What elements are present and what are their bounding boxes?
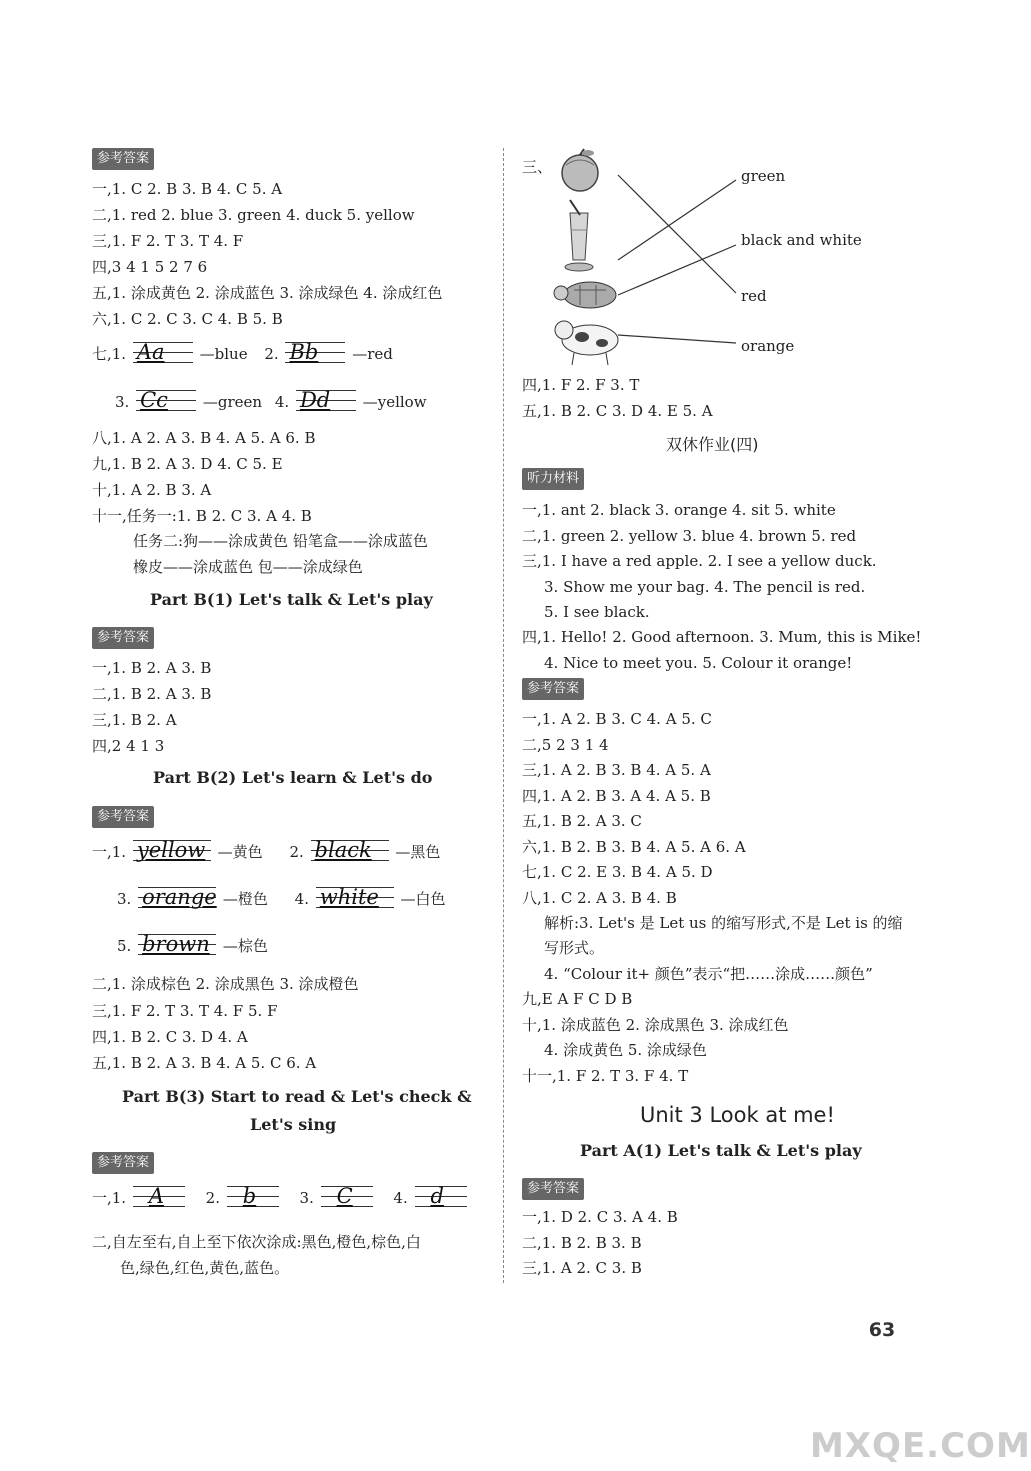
answer-line: 任务二:狗——涂成黄色 铅笔盒——涂成蓝色 <box>133 532 428 550</box>
handwriting-box <box>415 1184 467 1214</box>
answer-line: 五,1. B 2. A 3. B 4. A 5. C 6. A <box>92 1054 317 1072</box>
answer-line: 一,1. ant 2. black 3. orange 4. sit 5. white <box>522 501 836 519</box>
answer-line: 三,1. A 2. B 3. B 4. A 5. A <box>522 761 711 779</box>
item-number: 4. <box>294 890 309 908</box>
answer-line: 四,1. B 2. C 3. D 4. A <box>92 1028 248 1046</box>
item-number: 2. <box>205 1189 220 1207</box>
explanation-line: 写形式。 <box>544 939 605 957</box>
handwriting-box <box>133 1184 185 1214</box>
answer-line: 五,1. 涂成黄色 2. 涂成蓝色 3. 涂成绿色 4. 涂成红色 <box>92 284 443 302</box>
answer-line: 八,1. A 2. A 3. B 4. A 5. A 6. B <box>92 429 316 447</box>
juice-icon <box>565 200 593 271</box>
match-label: green <box>741 167 786 185</box>
answer-line: 八,1. C 2. A 3. B 4. B <box>522 889 677 907</box>
item-number: 三、 <box>522 158 553 176</box>
answer-line: 三,1. F 2. T 3. T 4. F <box>92 232 244 250</box>
match-line <box>618 335 736 343</box>
section-heading: Part B(3) Start to read & Let's check & <box>122 1087 472 1106</box>
answer-line: 四,1. Hello! 2. Good afternoon. 3. Mum, this is Mike! <box>522 628 922 646</box>
handwriting-box <box>227 1184 279 1214</box>
answer-tag: 参考答案 <box>92 1152 154 1174</box>
explanation-line: 解析:3. Let's 是 Let us 的缩写形式,不是 Let is 的缩 <box>544 914 903 932</box>
answer-line: 六,1. C 2. C 3. C 4. B 5. B <box>92 310 283 328</box>
answer-line: 九,E A F C D B <box>522 990 633 1008</box>
item-number: 2. <box>264 345 279 363</box>
answer-line: 六,1. B 2. B 3. B 4. A 5. A 6. A <box>522 838 746 856</box>
color-label: —red <box>352 345 393 363</box>
answer-line: 十,1. A 2. B 3. A <box>92 481 212 499</box>
answer-line: 一,1. C 2. B 3. B 4. C 5. A <box>92 180 283 198</box>
answer-line: 四,2 4 1 3 <box>92 737 165 755</box>
item-number: 4. <box>274 393 290 411</box>
handwriting-box <box>316 885 394 915</box>
page-number: 63 <box>868 1319 896 1341</box>
color-label: —橙色 <box>222 890 268 908</box>
item-number: 七,1. <box>92 345 127 363</box>
handwritten-word: Bb <box>289 340 319 364</box>
handwritten-letter: d <box>430 1184 444 1208</box>
handwriting-box <box>133 340 193 370</box>
handwriting-box <box>285 340 345 370</box>
match-label: black and white <box>741 231 862 249</box>
listening-tag: 听力材料 <box>522 468 584 490</box>
item-number: 4. <box>393 1189 408 1207</box>
answer-line: 5. I see black. <box>544 603 650 621</box>
answer-tag: 参考答案 <box>522 1178 584 1200</box>
answer-line: 二,自左至右,自上至下依次涂成:黑色,橙色,棕色,白 <box>92 1233 421 1251</box>
handwriting-box <box>138 885 216 915</box>
handwritten-word: yellow <box>136 838 206 862</box>
answer-line: 3. Show me your bag. 4. The pencil is red. <box>544 578 866 596</box>
section-heading: Part A(1) Let's talk & Let's play <box>580 1141 862 1160</box>
item-number: 3. <box>299 1189 314 1207</box>
handwriting-box <box>296 388 356 418</box>
answer-line: 三,1. B 2. A <box>92 711 177 729</box>
answer-line: 九,1. B 2. A 3. D 4. C 5. E <box>92 455 283 473</box>
answer-tag: 参考答案 <box>92 627 154 649</box>
answer-tag: 参考答案 <box>92 148 154 170</box>
color-label: —白色 <box>400 890 446 908</box>
section-heading: Let's sing <box>250 1115 337 1134</box>
answer-line: 4. Nice to meet you. 5. Colour it orange! <box>544 654 853 672</box>
explanation-line: 4. “Colour it+ 颜色”表示“把……涂成……颜色” <box>544 965 873 983</box>
answer-line: 十,1. 涂成蓝色 2. 涂成黑色 3. 涂成红色 <box>522 1016 789 1034</box>
answer-line: 一,1. D 2. C 3. A 4. B <box>522 1208 678 1226</box>
answer-line: 二,1. green 2. yellow 3. blue 4. brown 5. red <box>522 527 857 545</box>
handwriting-row <box>92 838 440 868</box>
answer-line: 一,1. B 2. A 3. B <box>92 659 212 677</box>
handwriting-box <box>136 388 196 418</box>
item-number: 2. <box>289 843 304 861</box>
cow-icon <box>555 321 618 365</box>
color-label: —yellow <box>362 393 427 411</box>
handwriting-row <box>115 388 427 418</box>
match-line <box>618 245 736 295</box>
handwriting-box <box>321 1184 373 1214</box>
color-label: —黑色 <box>395 843 441 861</box>
item-number: 3. <box>115 393 130 411</box>
handwritten-word: white <box>319 885 379 909</box>
handwritten-word: Cc <box>140 388 168 412</box>
handwritten-word: Dd <box>299 388 331 412</box>
color-label: —黄色 <box>217 843 263 861</box>
answer-line: 四,3 4 1 5 2 7 6 <box>92 258 208 276</box>
handwriting-box <box>311 838 389 868</box>
answer-line: 4. 涂成黄色 5. 涂成绿色 <box>544 1041 707 1059</box>
item-number: 5. <box>117 937 132 955</box>
handwritten-letter: A <box>148 1184 165 1208</box>
handwritten-word: black <box>314 838 372 862</box>
handwriting-row <box>117 885 446 915</box>
match-label: orange <box>741 337 795 355</box>
answer-line: 二,1. B 2. B 3. B <box>522 1234 642 1252</box>
handwriting-box <box>138 932 216 962</box>
section-heading: 双休作业(四) <box>666 435 759 454</box>
handwritten-word: orange <box>142 885 217 909</box>
answer-line: 七,1. C 2. E 3. B 4. A 5. D <box>522 863 713 881</box>
handwriting-box <box>133 838 211 868</box>
item-number: 一,1. <box>92 843 127 861</box>
answer-line: 四,1. F 2. F 3. T <box>522 376 640 394</box>
watermark-text: MXQE.COM <box>810 1426 1031 1466</box>
answer-line: 十一,1. F 2. T 3. F 4. T <box>522 1067 689 1085</box>
handwriting-row <box>92 340 393 370</box>
answer-line: 四,1. A 2. B 3. A 4. A 5. B <box>522 787 711 805</box>
answer-line: 二,1. 涂成棕色 2. 涂成黑色 3. 涂成橙色 <box>92 975 359 993</box>
section-heading: Part B(2) Let's learn & Let's do <box>153 768 433 787</box>
handwritten-letter: b <box>242 1184 257 1208</box>
answer-line: 二,1. B 2. A 3. B <box>92 685 212 703</box>
answer-line: 十一,任务一:1. B 2. C 3. A 4. B <box>92 507 312 525</box>
unit-title: Unit 3 Look at me! <box>640 1103 835 1127</box>
answer-line: 色,绿色,红色,黄色,蓝色。 <box>120 1259 290 1277</box>
item-number: 一,1. <box>92 1189 127 1207</box>
answer-line: 二,5 2 3 1 4 <box>522 736 609 754</box>
color-label: —棕色 <box>222 937 268 955</box>
answer-line: 三,1. I have a red apple. 2. I see a yellow duck. <box>522 552 877 570</box>
answer-line: 二,1. red 2. blue 3. green 4. duck 5. yellow <box>92 206 415 224</box>
apple-icon <box>562 149 598 191</box>
column-divider <box>503 148 504 1283</box>
match-label: red <box>741 287 767 305</box>
answer-line: 五,1. B 2. C 3. D 4. E 5. A <box>522 402 713 420</box>
answer-line: 五,1. B 2. A 3. C <box>522 812 642 830</box>
answer-line: 橡皮——涂成蓝色 包——涂成绿色 <box>133 558 363 576</box>
matching-diagram <box>548 145 848 375</box>
color-label: —green <box>202 393 263 411</box>
answer-line: 三,1. A 2. C 3. B <box>522 1259 642 1277</box>
answer-tag: 参考答案 <box>92 806 154 828</box>
handwritten-word: Aa <box>136 340 165 364</box>
handwriting-row <box>117 932 268 962</box>
answer-tag: 参考答案 <box>522 678 584 700</box>
item-number: 3. <box>117 890 132 908</box>
answer-line: 三,1. F 2. T 3. T 4. F 5. F <box>92 1002 278 1020</box>
section-heading: Part B(1) Let's talk & Let's play <box>150 590 433 609</box>
handwritten-letter: C <box>336 1184 353 1208</box>
color-label: —blue <box>199 345 248 363</box>
handwritten-word: brown <box>142 932 210 956</box>
turtle-icon <box>554 282 616 308</box>
handwriting-row <box>92 1184 469 1214</box>
answer-line: 一,1. A 2. B 3. C 4. A 5. C <box>522 710 712 728</box>
